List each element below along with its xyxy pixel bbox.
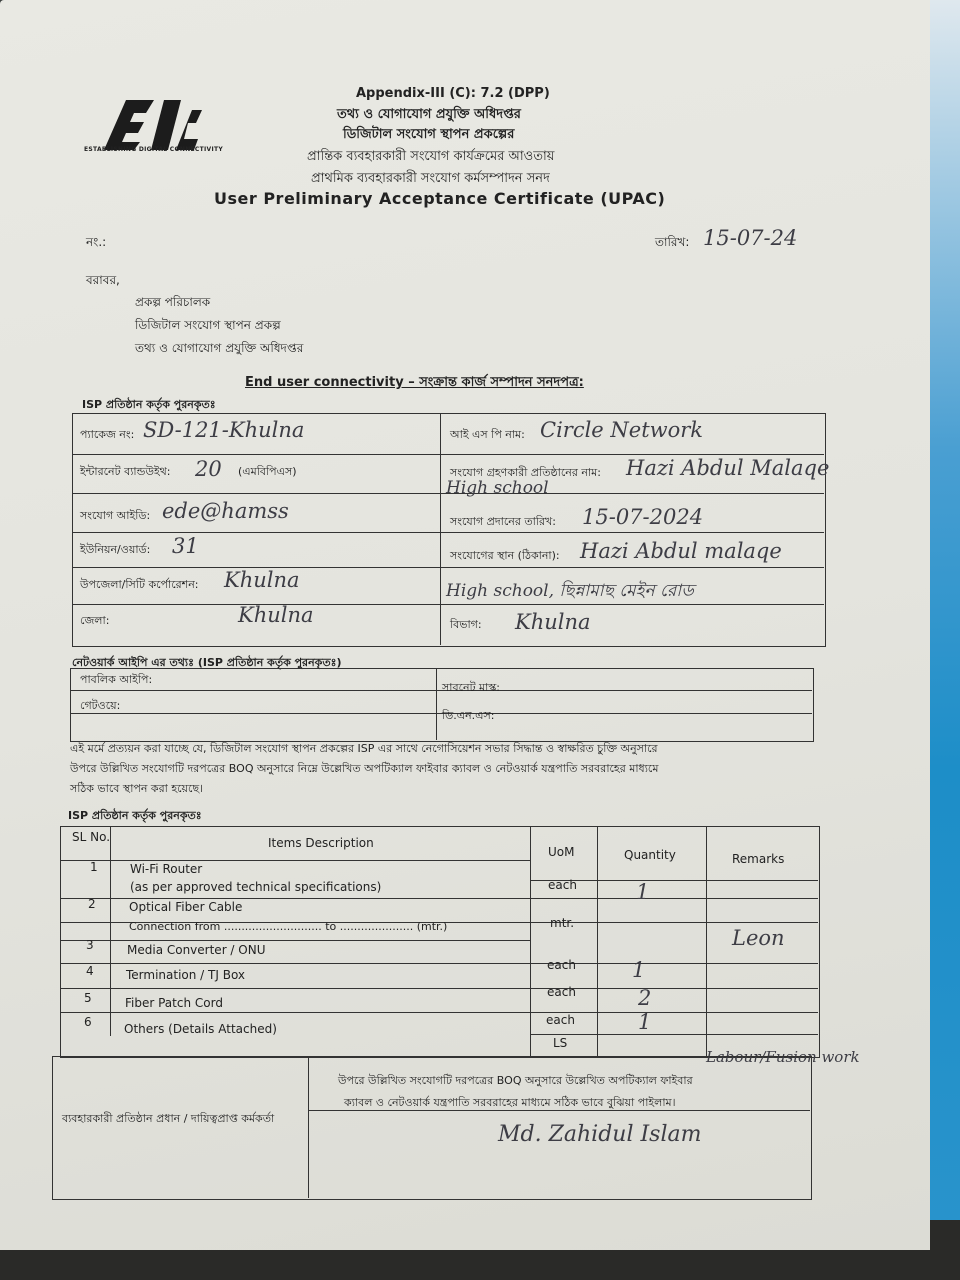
- row-5-item: Fiber Patch Cord: [125, 996, 223, 1010]
- row-6-item: Others (Details Attached): [124, 1022, 277, 1036]
- project-name: ডিজিটাল সংযোগ স্থাপন প্রকল্পের: [343, 127, 515, 142]
- address-to: বরাবর,: [86, 273, 120, 287]
- row-3-sl: 3: [86, 938, 94, 952]
- ref-no-label: নং.:: [86, 235, 107, 249]
- location-value: Hazi Abdul malaqe: [580, 539, 782, 563]
- row-1-item: Wi-Fi Router: [130, 862, 203, 876]
- row-4-quantity: 1: [632, 958, 646, 982]
- bandwidth-label: ইন্টারনেট ব্যান্ডউইথ:: [80, 465, 171, 478]
- date-value: 15-07-24: [703, 226, 798, 250]
- logo-tagline: ESTABLISHING DIGITAL CONNECTIVITY: [84, 146, 224, 153]
- row-2-item-detail: Connection from ............................ to ..................... (mtr.): [129, 920, 448, 933]
- signature: Md. Zahidul Islam: [498, 1122, 702, 1147]
- appendix-label: Appendix-III (C): 7.2 (DPP): [356, 86, 550, 101]
- row-7-remarks: Labour/Fusion work: [706, 1048, 860, 1066]
- row-6-quantity: 1: [638, 1010, 652, 1034]
- network-heading: নেটওয়ার্ক আইপি এর তথ্যঃ (ISP প্রতিষ্ঠান কর্তৃক পুরনকৃতঃ): [72, 656, 342, 669]
- connection-id-label: সংযোগ আইডি:: [80, 509, 151, 522]
- subject-line: End user connectivity – সংক্রান্ত কার্জ সম্পাদন সনদপত্র:: [245, 375, 584, 390]
- declaration-line-1: এই মর্মে প্রত্যয়ন করা যাচ্ছে যে, ডিজিটাল সংযোগ স্থাপন প্রকল্পের ISP এর সাথে নেগোসিয়েশন সভার সিদ্ধান্ত ও স্বাক্ষরিত চুক্তি অনুসারে: [70, 742, 658, 755]
- logo-text: EDC: [96, 80, 130, 99]
- acceptance-statement-1: উপরে উল্লিখিত সংযোগটি দরপত্রের BOQ অনুসারে উল্লেখিত অপটিক্যাল ফাইবার: [338, 1074, 693, 1087]
- row-4-sl: 4: [86, 964, 94, 978]
- connection-date-label: সংযোগ প্রদানের তারিখ:: [450, 515, 556, 528]
- row-5-uom: each: [547, 985, 576, 999]
- upazila-label: উপজেলা/সিটি কর্পোরেশন:: [80, 578, 199, 591]
- bandwidth-value: 20: [195, 457, 222, 481]
- isp-name-label: আই এস পি নাম:: [450, 428, 525, 441]
- package-label: প্যাকেজ নং:: [80, 428, 135, 441]
- user-org-head-label: ব্যবহারকারী প্রতিষ্ঠান প্রধান / দায়িত্বপ্রাপ্ত কর্মকর্তা: [62, 1112, 275, 1125]
- header-sl: SL No.: [72, 830, 111, 844]
- header-remarks: Remarks: [732, 852, 785, 866]
- location-label: সংযোগের স্থান (ঠিকানা):: [450, 549, 560, 562]
- subnet-label: সাবনেট মাস্ক:: [442, 681, 500, 694]
- union-value: 31: [172, 534, 199, 558]
- receiver-value-2: High school: [446, 478, 549, 498]
- upazila-value: Khulna: [224, 568, 300, 592]
- row-6-sl: 6: [84, 1015, 92, 1029]
- declaration-line-3: সঠিক ভাবে স্থাপন করা হয়েছে।: [70, 782, 204, 795]
- row-2-item: Optical Fiber Cable: [129, 900, 243, 914]
- row-1-item-detail: (as per approved technical specifications): [130, 880, 382, 894]
- division-label: বিভাগ:: [450, 618, 482, 631]
- row-2-sl: 2: [88, 897, 96, 911]
- address-line-1: প্রকল্প পরিচালক: [135, 295, 211, 309]
- row-7-uom: LS: [553, 1036, 568, 1050]
- row-1-sl: 1: [90, 860, 98, 874]
- department-name: তথ্য ও যোগাযোগ প্রযুক্তি অধিদপ্তর: [337, 107, 521, 122]
- header-quantity: Quantity: [624, 848, 676, 862]
- receiver-label: সংযোগ গ্রহণকারী প্রতিষ্ঠানের নাম:: [450, 466, 601, 479]
- header-items: Items Description: [268, 836, 374, 850]
- address-line-2: ডিজিটাল সংযোগ স্থাপন প্রকল্প: [135, 318, 281, 332]
- declaration-line-2: উপরে উল্লিখিত সংযোগটি দরপত্রের BOQ অনুসারে নিম্নে উল্লেখিত অপটিক্যাল ফাইবার ক্যাবল ও নেটওয়ার্ক যন্ত্রপাতি সরবরাহের মাধ্যমে: [70, 762, 659, 775]
- row-4-item: Termination / TJ Box: [126, 968, 246, 982]
- address-line-3: তথ্য ও যোগাযোগ প্রযুক্তি অধিদপ্তর: [135, 341, 304, 355]
- items-table-heading: ISP প্রতিষ্ঠান কর্তৃক পুরনকৃতঃ: [68, 809, 202, 822]
- page-title: User Preliminary Acceptance Certificate (UPAC): [214, 189, 666, 208]
- district-label: জেলা:: [80, 614, 110, 627]
- row-5-sl: 5: [84, 991, 92, 1005]
- row-1-uom: each: [548, 878, 577, 892]
- connection-id-value: ede@hamss: [162, 499, 289, 523]
- header-line-4: প্রাথমিক ব্যবহারকারী সংযোগ কর্মসম্পাদন সনদ: [311, 171, 550, 186]
- row-4-uom: each: [547, 958, 576, 972]
- row-3-item: Media Converter / ONU: [127, 943, 266, 957]
- date-label: তারিখ:: [655, 235, 690, 249]
- dns-label: ডি.এন.এস:: [442, 709, 495, 722]
- connection-date-value: 15-07-2024: [582, 505, 704, 529]
- isp-label: ISP প্রতিষ্ঠান কর্তৃক পুরনকৃতঃ: [82, 398, 216, 411]
- row-6-uom: each: [546, 1013, 575, 1027]
- header-uom: UoM: [548, 845, 575, 859]
- package-value: SD-121-Khulna: [143, 418, 305, 442]
- gateway-label: গেটওয়ে:: [80, 699, 121, 712]
- bandwidth-unit: (এমবিপিএস): [238, 465, 297, 478]
- union-label: ইউনিয়ন/ওয়ার্ড:: [80, 543, 151, 556]
- isp-name-value: Circle Network: [540, 418, 704, 442]
- acceptance-statement-2: ক্যাবল ও নেটওয়ার্ক যন্ত্রপাতি সরবরাহের মাধ্যমে সঠিক ভাবে বুঝিয়া পাইলাম।: [344, 1096, 676, 1109]
- row-1-quantity: 1: [636, 880, 650, 904]
- row-5-quantity: 2: [638, 986, 652, 1010]
- public-ip-label: পাবলিক আইপি:: [80, 673, 153, 686]
- row-2-uom: mtr.: [550, 916, 575, 930]
- location-value-2: High school, ছিন্নামাছ মেইন রোড: [446, 581, 694, 601]
- division-value: Khulna: [515, 610, 591, 634]
- receiver-value: Hazi Abdul Malaqe: [626, 456, 830, 480]
- connection-info-table: [72, 413, 826, 647]
- header-line-3: প্রান্তিক ব্যবহারকারী সংযোগ কার্যক্রমের আওতায়: [307, 149, 555, 164]
- row-2-remarks: Leon: [732, 926, 785, 950]
- district-value: Khulna: [238, 603, 314, 627]
